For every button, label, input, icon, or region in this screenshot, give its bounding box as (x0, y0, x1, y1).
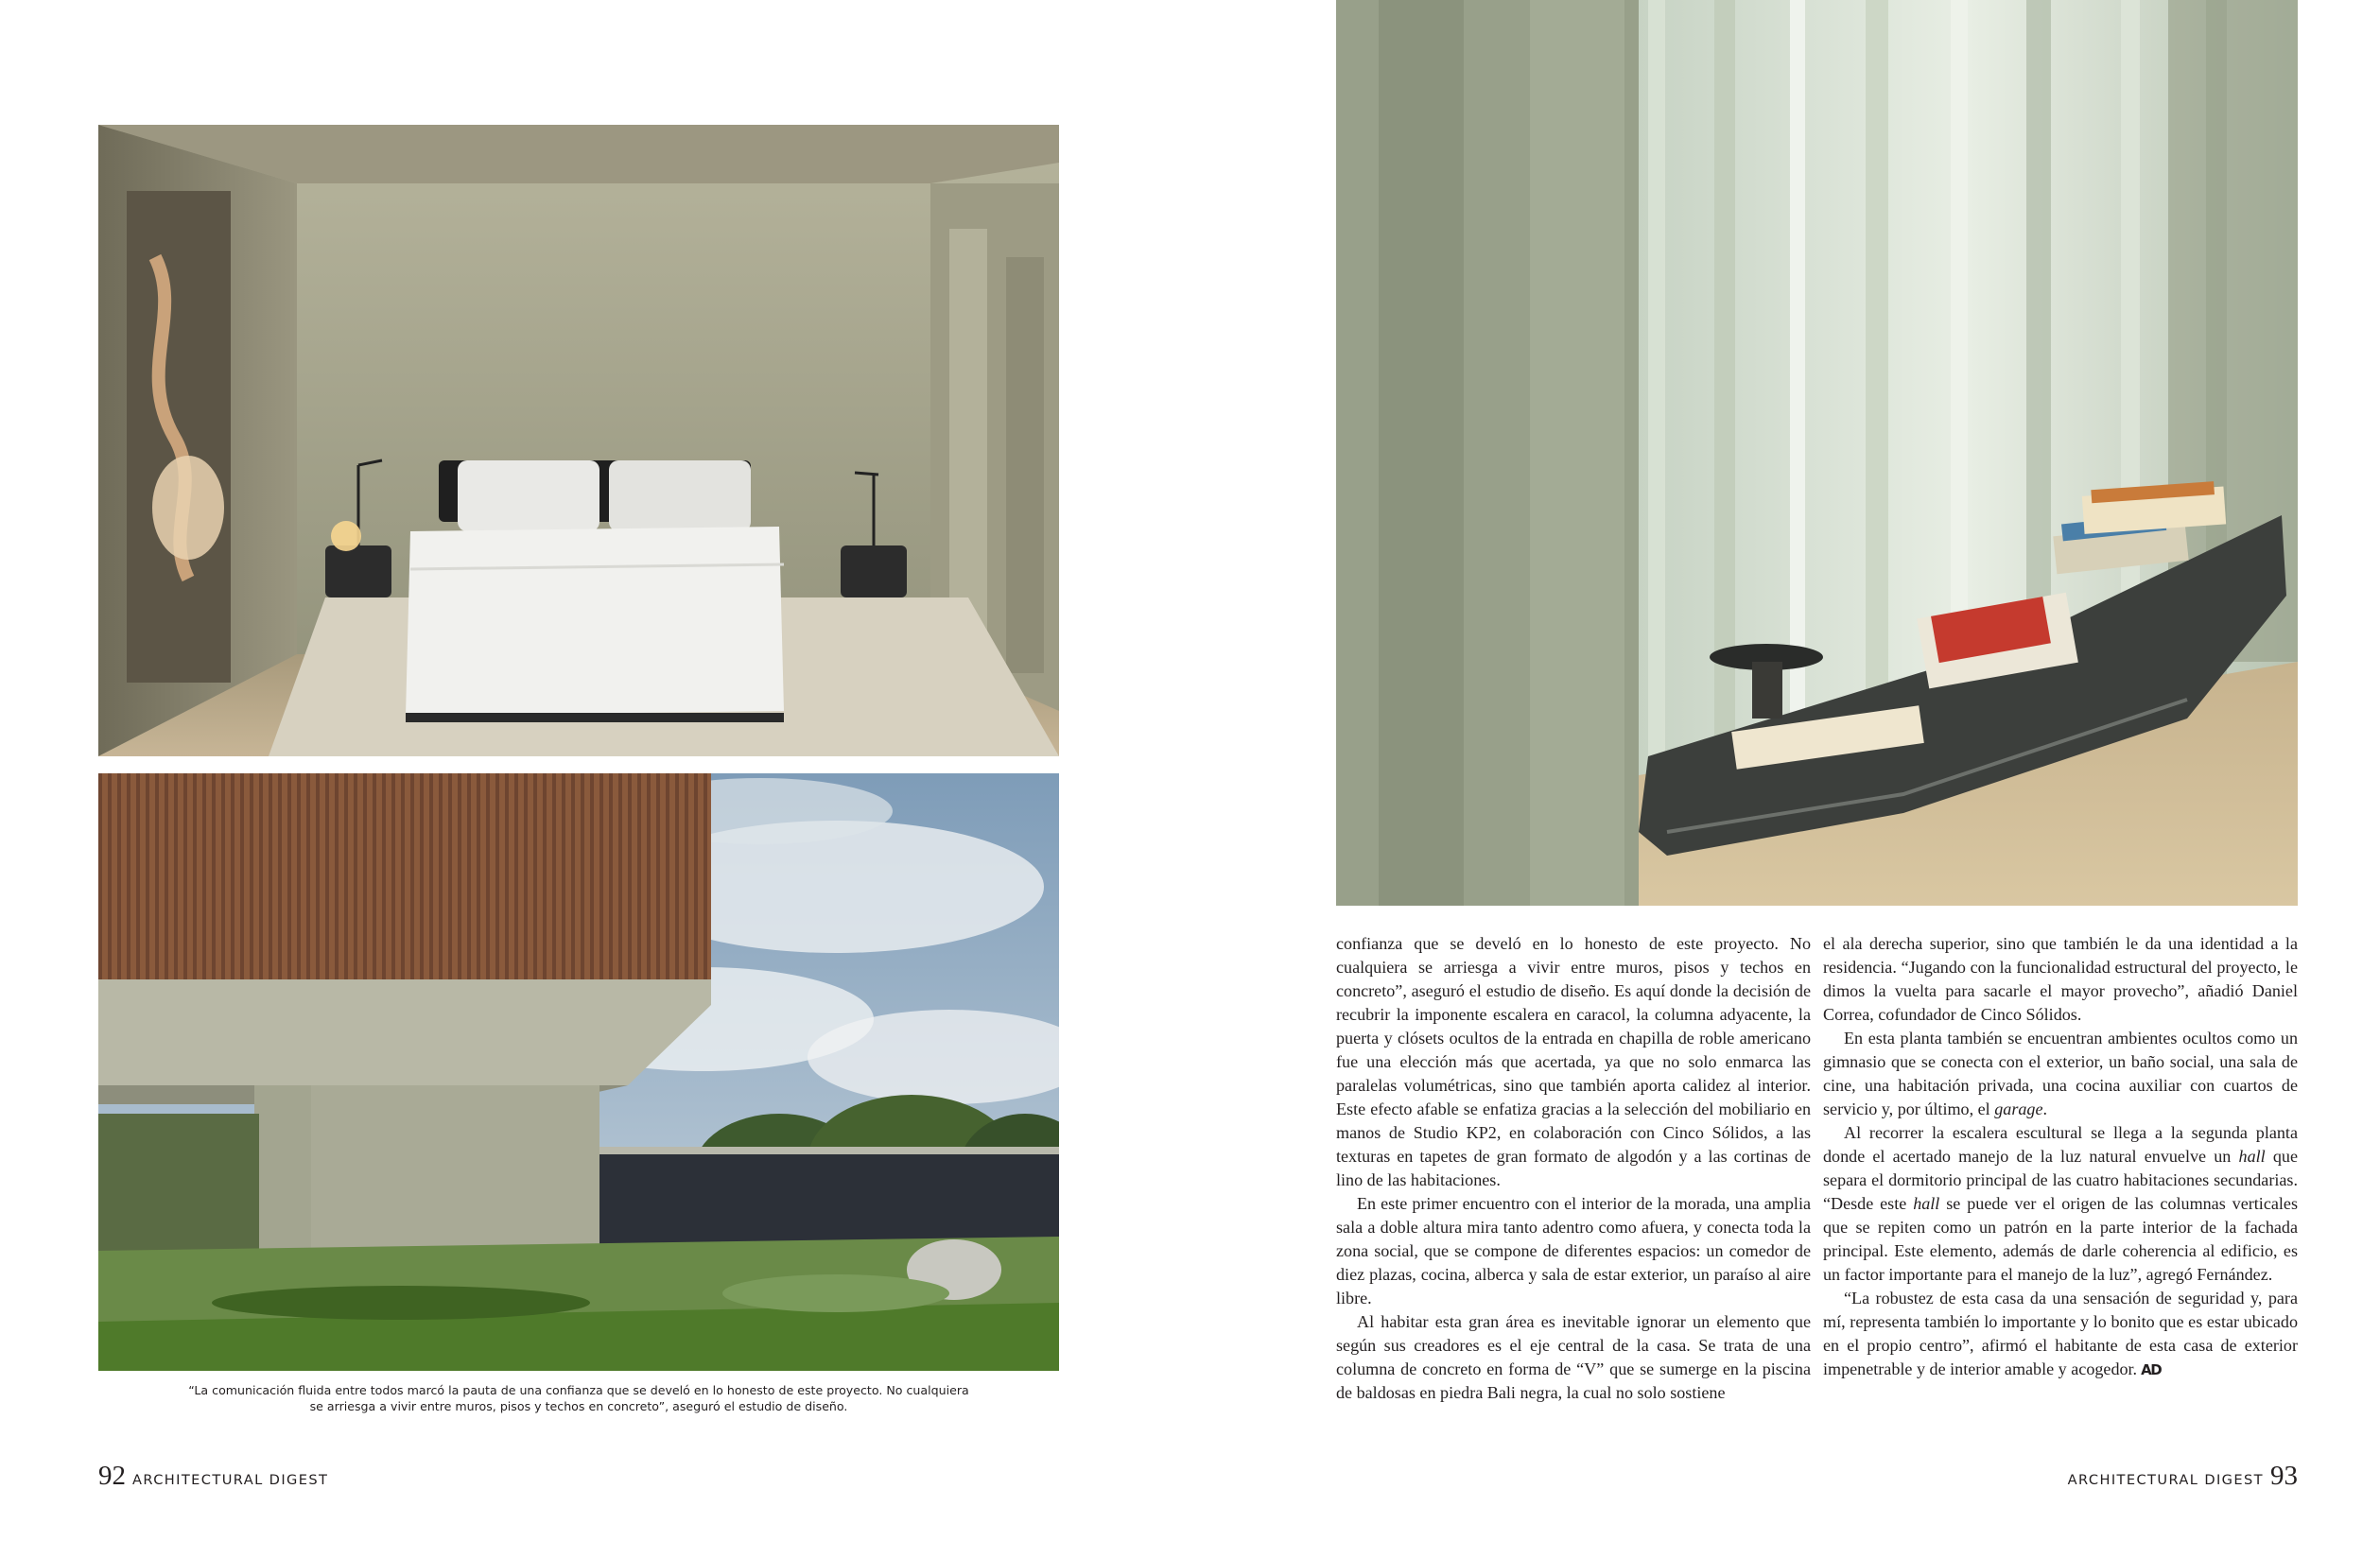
end-mark-logo: AD (2141, 1361, 2162, 1378)
text-run: Al recorrer la escalera escultural se llega a la segunda planta donde el acertado manejo de la luz natural envuelve un (1823, 1123, 2298, 1166)
magazine-name: ARCHITECTURAL DIGEST (2067, 1472, 2264, 1488)
exterior-illustration (98, 773, 1059, 1371)
caption-line-2: se arriesga a vivir entre muros, pisos y techos en concreto”, aseguró el estudio de diseño. (309, 1399, 848, 1413)
folio-right (2068, 1462, 2298, 1490)
article-column-right (1823, 932, 2298, 1382)
text-run: . (2042, 1099, 2048, 1118)
paragraph: Al habitar esta gran área es inevitable ignorar un elemento que según sus creadores es el eje central de la casa. Se trata de una columna de concreto en forma de “V” que se sumerge en la piscina de baldosas en piedra Bali negra, la cual no solo sostiene (1336, 1312, 1811, 1402)
bedroom-photo (98, 125, 1059, 756)
curtains-illustration (1336, 0, 2298, 906)
italic-term: garage (1994, 1099, 2043, 1118)
paragraph (1823, 1121, 2298, 1287)
text-run: “La robustez de esta casa da una sensación de seguridad y, para mí, representa también lo importante y lo bonito que es estar ubicado en el propio centro”, afirmó el habitante de esta casa de exterior impenetrable y de interior amable y acogedor. (1823, 1289, 2298, 1378)
italic-term: hall (1913, 1194, 1940, 1213)
paragraph: confianza que se develó en lo honesto de este proyecto. No cualquiera se arriesga a vivir entre muros, pisos y techos en concreto”, aseguró el estudio de diseño. Es aquí donde la decisión de recubrir la imponente escalera en caracol, la columna adyacente, la puerta y clósets ocultos de la entrada en chapilla de roble americano fue una elección más que acertada, ya que no solo enmarca las paralelas volumétricas, sino que también aporta calidez al interior. Este efecto afable se enfatiza gracias a la selección del mobiliario en manos de Studio KP2, en colaboración con Cinco Sólidos, a las texturas en tapetes de gran formato de algodón y a las cortinas de lino de las habitaciones. (1336, 934, 1811, 1189)
folio-left (98, 1462, 328, 1490)
paragraph (1823, 1027, 2298, 1121)
magazine-name: ARCHITECTURAL DIGEST (132, 1472, 329, 1488)
exterior-cantilever-photo (98, 773, 1059, 1371)
paragraph: En este primer encuentro con el interior de la morada, una amplia sala a doble altura mira tanto adentro como afuera, y conecta toda la zona social, que se compone de diferentes espacios: un comedor de diez plazas, cocina, alberca y sala de estar exterior, un paraíso al aire libre. (1336, 1194, 1811, 1307)
photo-caption (98, 1382, 1059, 1414)
text-run: que separa el dormitorio principal de las cuatro habitaciones secundarias. “Desde este (1823, 1147, 2298, 1213)
italic-term: hall (2238, 1147, 2266, 1166)
caption-line-1: “La comunicación fluida entre todos marcó la pauta de una confianza que se develó en lo honesto de este proyecto. No cualquiera (188, 1383, 969, 1397)
page-number: 92 (98, 1461, 126, 1491)
text-run: se puede ver el origen de las columnas verticales que se repiten como un patrón en la parte interior de la fachada principal. Este elemento, además de darle coherencia al edificio, es un factor importante para el manejo de la luz”, agregó Fernández. (1823, 1194, 2298, 1284)
curtain-stone-bench-photo (1336, 0, 2298, 906)
paragraph (1823, 1287, 2298, 1382)
article-column-left (1336, 932, 1811, 1405)
paragraph: el ala derecha superior, sino que también le da una identidad a la residencia. “Jugando con la funcionalidad estructural del proyecto, le dimos la vuelta para sacarle el mayor provecho”, añadió Daniel Correa, cofundador de Cinco Sólidos. (1823, 934, 2298, 1024)
text-run: En esta planta también se encuentran ambientes ocultos como un gimnasio que se conecta con el exterior, un baño social, una sala de cine, una habitación privada, una cocina auxiliar con cuartos de servicio y, por último, el (1823, 1029, 2298, 1118)
bedroom-illustration (98, 125, 1059, 756)
page-number: 93 (2270, 1461, 2298, 1491)
